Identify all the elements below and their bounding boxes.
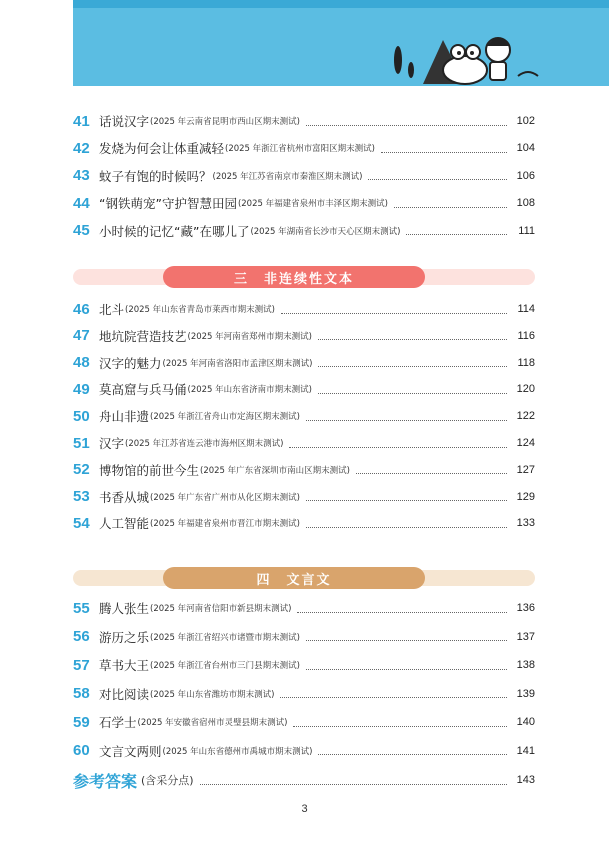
entry-title: 汉字 [99,436,125,451]
entry-title: 地坑院营造技艺 [99,328,187,344]
leader-dots [381,152,507,153]
entry-source: (2025 年江苏省连云港市海州区期末测试) [125,439,284,449]
entry-number: 44 [73,194,90,212]
entry-number: 42 [73,139,90,157]
answers-entry[interactable] [73,767,535,793]
leader-dots [306,640,507,641]
leader-dots [318,754,507,755]
entry-number: 55 [73,599,90,617]
entry-source: (2025 年福建省泉州市晋江市期末测试) [150,519,300,530]
toc-entry[interactable] [73,404,535,428]
cartoon-illustration [73,0,609,86]
page-number: 139 [516,687,535,700]
leader-dots [306,527,507,528]
entry-number: 51 [73,434,90,452]
entry-number: 58 [73,685,90,702]
entry-title: 石学士 [99,715,137,730]
toc-entry[interactable] [73,458,535,482]
leader-dots [306,420,507,421]
entry-number: 49 [73,380,90,398]
section-header-3 [73,266,535,288]
toc-entry[interactable] [73,219,535,243]
leader-dots [368,179,507,180]
entry-source: (2025 年河南省郑州市期末测试) [187,331,312,342]
leader-dots [318,393,507,394]
answers-note: (含采分点) [141,774,194,787]
page-number: 106 [516,169,535,182]
answers-title: 参考答案 [73,771,138,791]
footer-page-number: 3 [301,803,308,815]
page-number: 136 [516,602,535,614]
entry-source: (2025 年江苏省南京市秦淮区期末测试) [212,171,363,182]
toc-entry[interactable] [73,351,535,375]
toc-entry[interactable] [73,596,535,620]
entry-title: 博物馆的前世今生 [99,462,200,478]
entry-number: 59 [73,713,90,731]
section-title: 三 非连续性文本 [163,266,425,288]
page-number: 141 [516,744,535,757]
entry-title: 发烧为何会让体重减轻 [99,141,225,157]
entry-title: “钢铁萌宠”守护智慧田园 [99,196,237,212]
toc-entry[interactable] [73,682,535,706]
page-number: 102 [516,115,535,127]
entry-number: 41 [73,112,90,130]
toc-entry[interactable] [73,625,535,649]
entry-number: 45 [73,222,90,240]
entry-source: (2025 年浙江省台州市三门县期末测试) [150,661,300,671]
page-number: 104 [516,142,535,155]
leader-dots [318,339,507,340]
leader-dots [406,234,507,235]
entry-source: (2025 年浙江省杭州市富阳区期末测试) [225,144,375,155]
entry-source: (2025 年河南省信阳市新县期末测试) [150,604,292,614]
toc-entry[interactable] [73,377,535,401]
entry-number: 46 [73,300,90,318]
entry-title: 舟山非遗 [99,409,150,425]
entry-number: 50 [73,407,90,425]
leader-dots [306,669,507,670]
leader-dots [293,726,507,727]
page-number: 143 [516,774,535,786]
entry-source: (2025 年广东省广州市从化区期末测试) [150,492,300,503]
toc-entry[interactable] [73,739,535,763]
page-number: 133 [516,517,535,530]
page-number: 114 [517,303,535,315]
entry-number: 43 [73,167,90,185]
page-number: 138 [516,659,535,671]
leader-dots [318,366,507,367]
entry-title: 书香从城 [99,489,150,505]
toc-entry[interactable] [73,136,535,160]
entry-title: 腾人张生 [99,601,150,616]
page-number: 108 [516,197,535,210]
entry-source: (2025 年安徽省宿州市灵璧县期末测试) [137,718,288,728]
section-header-4 [73,567,535,589]
page-number: 129 [516,490,535,503]
entry-number: 48 [73,354,90,372]
entry-source: (2025 年山东省济南市期末测试) [187,385,312,396]
entry-number: 60 [73,742,90,759]
page-number: 127 [516,463,535,476]
toc-entry[interactable] [73,485,535,509]
entry-title: 小时候的记忆“藏”在哪儿了 [99,223,250,239]
page-number: 111 [518,224,535,237]
entry-number: 47 [73,327,90,345]
page-number: 122 [516,410,535,423]
toc-entry[interactable] [73,191,535,215]
entry-source: (2025 年山东省青岛市莱西市期末测试) [125,305,275,315]
entry-source: (2025 年广东省深圳市南山区期末测试) [200,465,350,476]
leader-dots [306,125,507,126]
leader-dots [280,697,507,698]
section-title: 四 文言文 [163,567,425,589]
entry-source: (2025 年湖南省长沙市天心区期末测试) [250,226,401,237]
entry-title: 莫高窟与兵马俑 [99,382,187,398]
entry-number: 53 [73,488,90,506]
entry-title: 汉字的魅力 [99,355,162,371]
toc-entry[interactable] [73,431,535,455]
leader-dots [297,612,507,613]
entry-title: 文言文两则 [99,743,162,759]
leader-dots [281,313,507,314]
leader-dots [306,500,507,501]
entry-source: (2025 年山东省潍坊市期末测试) [150,689,275,700]
header-banner [73,0,609,86]
page-number: 116 [517,329,535,342]
entry-number: 56 [73,628,90,645]
entry-source: (2025 年福建省泉州市丰泽区期末测试) [237,199,388,210]
entry-number: 52 [73,461,90,479]
entry-source: (2025 年河南省洛阳市孟津区期末测试) [162,358,313,369]
entry-source: (2025 年山东省德州市禹城市期末测试) [162,746,313,757]
entry-source: (2025 年云南省昆明市西山区期末测试) [150,117,300,127]
toc-entry[interactable] [73,710,535,734]
leader-dots [394,207,507,208]
entry-source: (2025 年浙江省绍兴市诸暨市期末测试) [150,632,300,643]
page-number: 137 [516,630,535,643]
leader-dots [200,784,507,785]
toc-entry[interactable] [73,164,535,188]
entry-title: 蚊子有饱的时候吗？ [99,168,212,184]
page-number: 120 [516,383,535,396]
toc-entry[interactable] [73,653,535,677]
toc-entry[interactable] [73,109,535,133]
toc-entry[interactable] [73,297,535,321]
leader-dots [356,473,507,474]
entry-number: 57 [73,656,90,674]
entry-title: 对比阅读 [99,686,150,702]
entry-number: 54 [73,514,90,532]
entry-title: 草书大王 [99,658,150,673]
toc-entry[interactable] [73,324,535,348]
entry-source: (2025 年浙江省舟山市定海区期末测试) [150,412,300,423]
toc-entry[interactable] [73,511,535,535]
page-number: 124 [516,437,535,449]
entry-title: 游历之乐 [99,629,150,645]
entry-title: 话说汉字 [99,114,150,129]
page-number: 118 [517,356,535,369]
entry-title: 人工智能 [99,516,150,532]
page-number: 140 [516,716,535,728]
leader-dots [289,447,507,448]
entry-title: 北斗 [99,302,125,317]
